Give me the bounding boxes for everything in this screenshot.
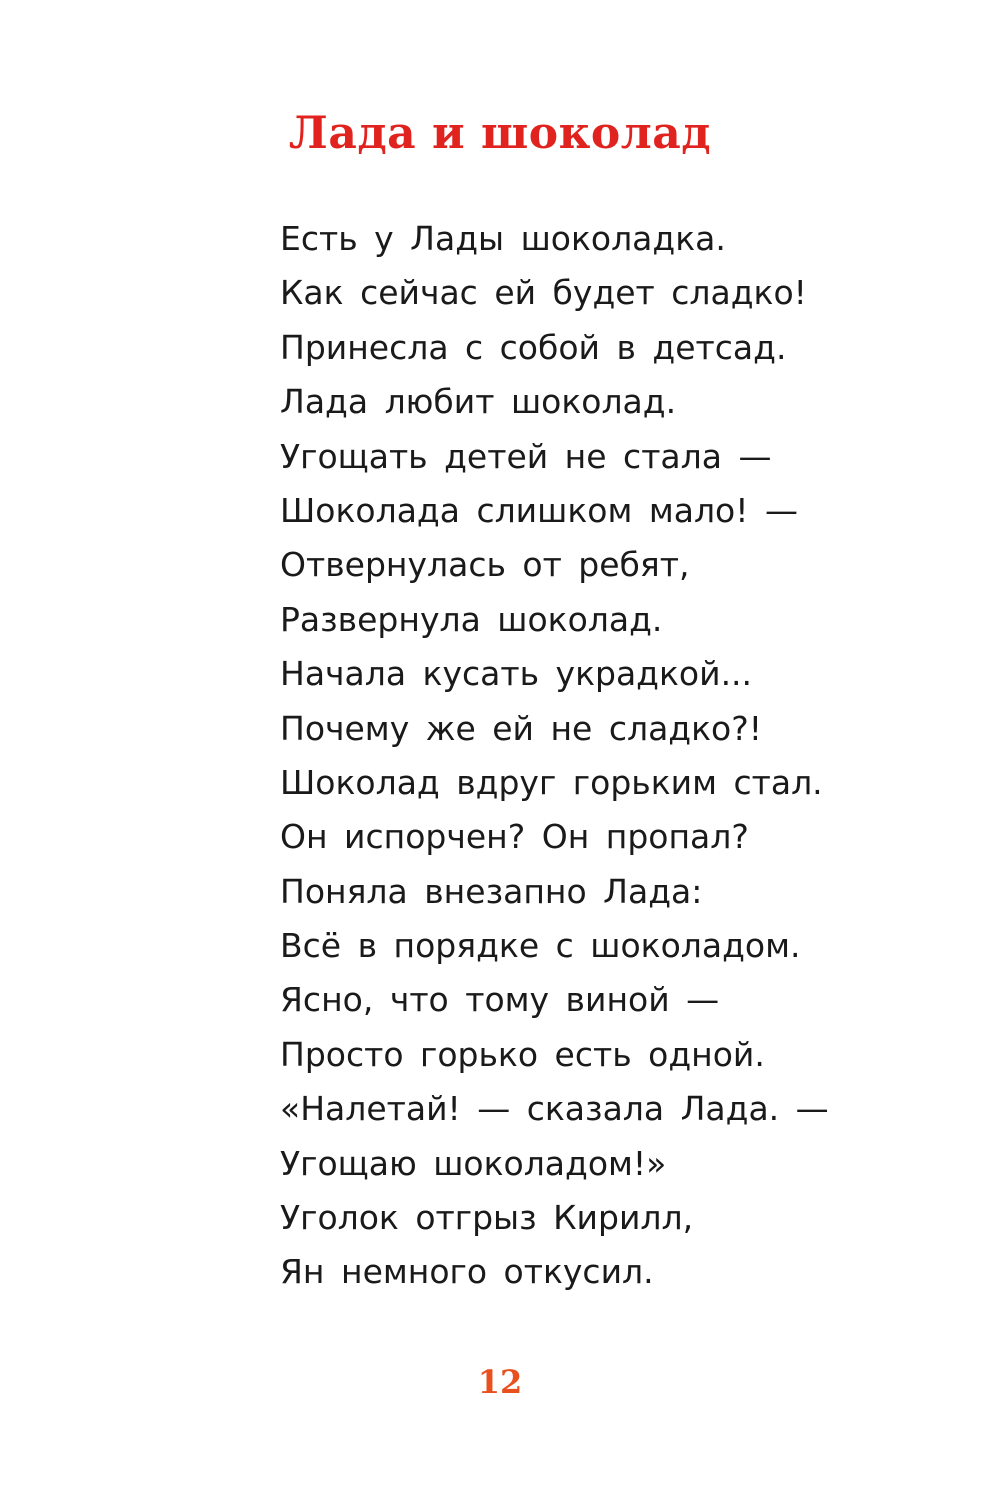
- poem-line: Как сейчас ей будет сладко!: [280, 273, 807, 313]
- poem-line: Ясно, что тому виной —: [280, 980, 720, 1020]
- poem-line: «Налетай! — сказала Лада. —: [280, 1089, 829, 1129]
- poem-line: Начала кусать украдкой...: [280, 654, 753, 694]
- poem-line: Шоколад вдруг горьким стал.: [280, 762, 823, 802]
- poem-line: Ян немного откусил.: [280, 1252, 654, 1292]
- poem-line: Почему же ей не сладко?!: [280, 708, 762, 748]
- poem-line: Отвернулась от ребят,: [280, 545, 690, 585]
- poem-line: Угощаю шоколадом!»: [280, 1143, 667, 1183]
- poem-line: Угощать детей не стала —: [280, 436, 772, 476]
- poem-line: Развернула шоколад.: [280, 599, 663, 639]
- poem-line: Поняла внезапно Лада:: [280, 871, 703, 911]
- poem-body: [280, 212, 960, 1300]
- page-number: 12: [477, 1363, 523, 1401]
- poem-line: Уголок отгрыз Кирилл,: [280, 1198, 694, 1238]
- poem-line: Всё в порядке с шоколадом.: [280, 926, 801, 966]
- poem-line: Есть у Лады шоколадка.: [280, 219, 726, 258]
- poem-line: Лада любит шоколад.: [280, 382, 677, 422]
- poem-line: Просто горько есть одной.: [280, 1034, 765, 1074]
- poem-line: Он испорчен? Он пропал?: [280, 817, 749, 857]
- poem-title: Лада и шоколад: [288, 108, 712, 159]
- poem-line: Принесла с собой в детсад.: [280, 327, 787, 367]
- poem-line: Шоколада слишком мало! —: [280, 490, 798, 530]
